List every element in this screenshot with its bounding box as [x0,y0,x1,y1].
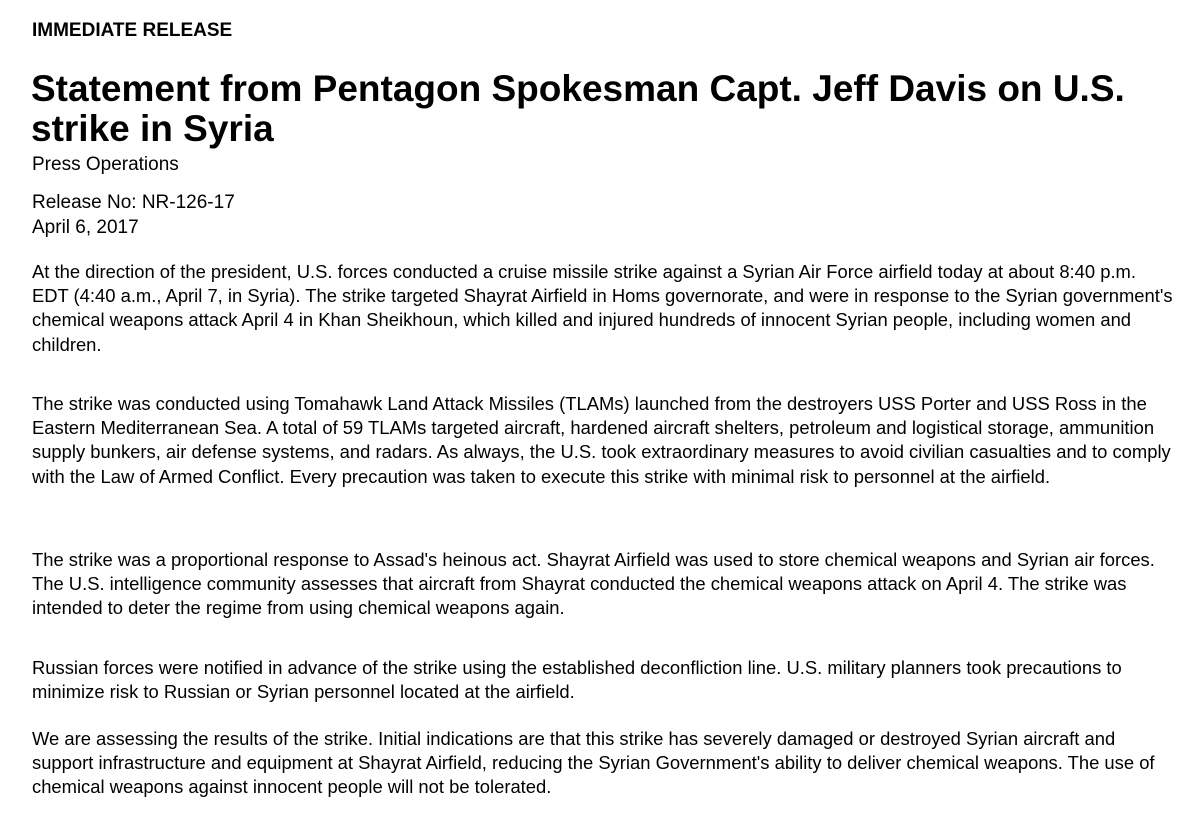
body-paragraph-5: We are assessing the results of the strike. Initial indications are that this strike has severely damaged or destroyed Syrian aircraft and support infrastructure and equipment at Shayrat Airfield, reducing the Syrian Government's ability to deliver chemical weapons. The use of chemical weapons against innocent people will not be tolerated. [32,728,1155,798]
body-paragraph-3: The strike was a proportional response to Assad's heinous act. Shayrat Airfield was used to store chemical weapons and Syrian air forces. The U.S. intelligence community assesses that aircraft from Shayrat conducted the chemical weapons attack on April 4. The strike was intended to deter the regime from using chemical weapons again. [32,549,1155,619]
release-kicker: IMMEDIATE RELEASE [32,20,233,41]
release-date: April 6, 2017 [32,217,139,238]
page-title: Statement from Pentagon Spokesman Capt. Jeff Davis on U.S. strike in Syria [31,68,1125,149]
body-paragraph-2: The strike was conducted using Tomahawk Land Attack Missiles (TLAMs) launched from the destroyers USS Porter and USS Ross in the Eastern Mediterranean Sea. A total of 59 TLAMs targeted aircraft, hardened aircraft shelters, petroleum and logistical storage, ammunition supply bunkers, air defense systems, and radars. As always, the U.S. took extraordinary measures to avoid civilian casualties and to comply with the Law of Armed Conflict. Every precaution was taken to execute this strike with minimal risk to personnel at the airfield. [32,393,1171,487]
release-number: Release No: NR-126-17 [32,192,235,213]
body-paragraph-4: Russian forces were notified in advance of the strike using the established deconfliction line. U.S. military planners took precautions to minimize risk to Russian or Syrian personnel located at the airfield. [32,657,1122,703]
issuing-office: Press Operations [32,154,179,175]
body-paragraph-1: At the direction of the president, U.S. forces conducted a cruise missile strike against a Syrian Air Force airfield today at about 8:40 p.m. EDT (4:40 a.m., April 7, in Syria). The strike targeted Shayrat Airfield in Homs governorate, and were in response to the Syrian government's chemical weapons attack April 4 in Khan Sheikhoun, which killed and injured hundreds of innocent Syrian people, including women and children. [32,261,1173,355]
